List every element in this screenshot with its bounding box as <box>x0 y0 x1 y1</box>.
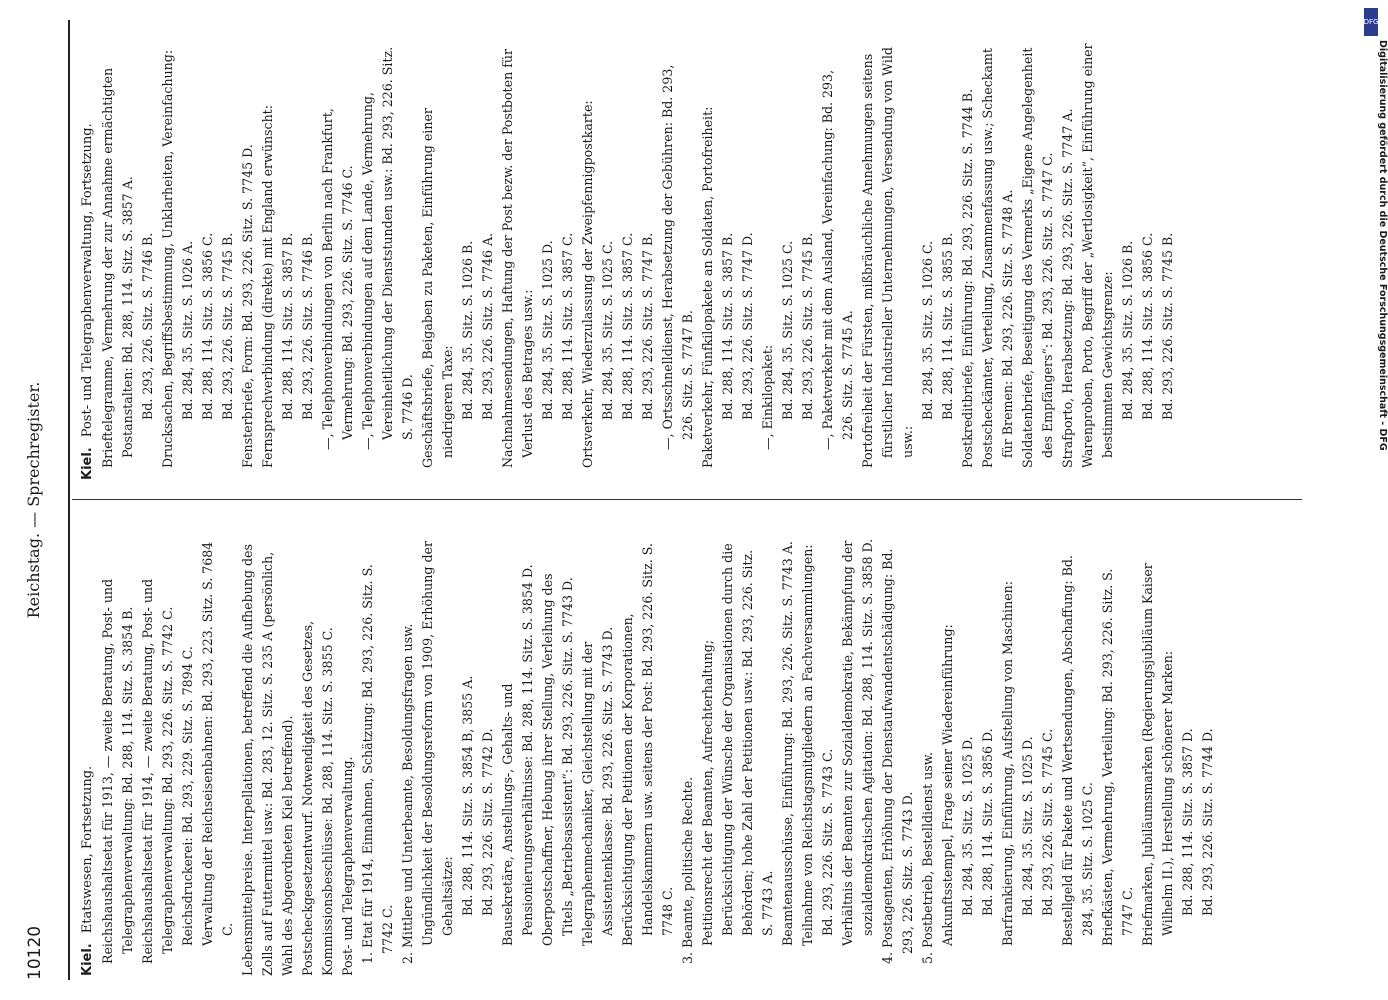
right-column-heading <box>78 40 98 480</box>
index-entry: Bd. 293, 226. Sitz. S. 7746 B. <box>140 232 155 420</box>
index-entry: Barfrankierung, Einführung, Aufstellung von Maschinen: <box>1000 580 1015 946</box>
index-entry: Paketverkehr, Fünfkilopakete an Soldaten, Portofreiheit: <box>700 106 715 468</box>
index-entry: Bd. 288, 114. Sitz. S. 3856 C. <box>1140 232 1155 420</box>
index-entry: Bd. 284, 35. Sitz. S. 1026 B. <box>460 240 475 420</box>
index-entry: Bd. 293, 226. Sitz. S. 7744 D. <box>1200 728 1215 916</box>
index-entry: Bd. 288, 114. Sitz. S. 3857 D. <box>1180 728 1195 916</box>
index-entry: —, Telephonverbindungen auf dem Lande, Vermehrung, Vereinheitlichung der Dienststunden usw.: Bd. 293, 226. Sitz. S. 7746 D. <box>360 46 415 450</box>
index-entry: Bd. 293, 226. Sitz. S. 7745 B. <box>1160 232 1175 420</box>
index-entry: Ortsverkehr, Wiederzulassung der Zweipfennigpostkarte: <box>580 100 595 468</box>
index-entry: Bd. 293, 226. Sitz. S. 7745 B. <box>220 232 235 420</box>
running-title: Reichstag. — Sprechregister. <box>24 381 43 619</box>
index-entry: Drucksachen, Begriffsbestimmung, Unklarheiten, Vereinfachung: <box>160 49 175 468</box>
index-entry: Bd. 288, 114. Sitz. S. 3856 D. <box>980 728 995 916</box>
index-entry: Bd. 293, 226. Sitz. S. 7746 B. <box>300 232 315 420</box>
index-entry: Bausekretäre, Anstellungs-, Gehalts- und Pensionierungsverhältnisse: Bd. 288, 114. Sitz. S. 3854 D. <box>500 564 535 946</box>
index-entry: Lebensmittelpreise. Interpellationen, betreffend die Aufhebung des Zolls auf Futtermittel usw.: Bd. 283, 12. Sitz. S. 235 A (persönlich, Wahl des Abgeordneten Kiel betreffend). <box>240 544 295 976</box>
header-rule <box>68 20 70 980</box>
index-entry: Bd. 284, 35. Sitz. S. 1025 D. <box>1020 736 1035 916</box>
index-entry: Bd. 288, 114. Sitz. S. 3855 B. <box>940 232 955 420</box>
right-heading-text: Post- und Telegraphenverwaltung, Fortsetzung. <box>80 123 95 438</box>
left-keyword: Kiel. <box>80 943 95 976</box>
index-entry: Brieftelegramme, Vermehrung der zur Annahme ermächtigten Postanstalten: Bd. 288, 114. Sitz. S. 3857 A. <box>100 67 135 468</box>
index-entry: Warenproben, Porto, Begriff der „Wertlosigkeit“, Einführung einer bestimmten Gewichtsgrenze: <box>1080 43 1115 468</box>
index-entry: Bd. 284, 35. Sitz. S. 1025 C. <box>600 240 615 420</box>
index-entry: —, Einkilopaket: <box>760 344 775 450</box>
index-entry: Geschäftsbriefe, Beigaben zu Paketen, Einführung einer niedrigeren Taxe: <box>420 108 455 468</box>
left-entries <box>98 536 1218 976</box>
index-entry: 3. Beamte, politische Rechte. <box>680 776 695 964</box>
index-entry: Bd. 288, 114. Sitz. S. 3857 B. <box>720 232 735 420</box>
left-column <box>78 536 1218 976</box>
index-entry: Bd. 288, 114. Sitz. S. 3857 C. <box>620 232 635 420</box>
index-entry: Verhältnis der Beamten zur Sozialdemokratie, Bekämpfung der sozialdemokratischen Agitation: Bd. 288, 114. Sitz. S. 3858 D. <box>840 538 875 946</box>
index-entry: Bd. 293, 226. Sitz. S. 7746 A. <box>480 232 495 420</box>
index-entry: Ungündlichkeit der Besoldungsreform von 1909, Erhöhung der Gehaltsätze: <box>420 541 455 946</box>
index-entry: Bd. 293, 226. Sitz. S. 7747 B. <box>640 232 655 420</box>
index-entry: Post- und Telegraphenverwaltung. <box>340 756 355 976</box>
left-heading-text: Etatswesen, Fortsetzung. <box>80 765 95 934</box>
index-entry: Bd. 284, 35. Sitz. S. 1025 D. <box>540 240 555 420</box>
page-number: 10120 <box>25 925 45 980</box>
index-entry: Bestellgeld für Pakete und Wertsendungen, Abschaffung: Bd. 284, 35. Sitz. S. 1025 C. <box>1060 555 1095 946</box>
index-entry: 4. Postagenten, Erhöhung der Dienstaufwandentschädigung: Bd. 293, 226. Sitz. S. 7743 D. <box>880 548 915 964</box>
left-column-heading <box>78 536 98 976</box>
index-entry: Portofreiheit der Fürsten, mißbräuchliche Annehmungen seitens fürstlicher Industrieller Unternehmungen, Versendung von Wild usw.: <box>860 47 915 468</box>
index-entry: Ankunftsstempel, Frage seiner Wiedereinführung: <box>940 624 955 946</box>
index-entry: Bd. 288, 114. Sitz. S. 3856 C. <box>200 232 215 420</box>
index-entry: Bd. 293, 226. Sitz. S. 7745 C. <box>1040 728 1055 916</box>
index-entry: Fernsprechverbindung (direkte) mit England erwünscht: <box>260 105 275 468</box>
dfg-funding-note: Digitalisierung gefördert durch die Deutsche Forschungsgemeinschaft - DFG <box>1377 40 1388 451</box>
column-rule <box>72 499 1302 500</box>
index-entry: Berücksichtigung der Petitionen der Korporationen, Handelskammern usw. seitens der Post: Bd. 293, 226. Sitz. S. 7748 C. <box>620 543 675 946</box>
index-entry: Bd. 293, 226. Sitz. S. 7742 D. <box>480 728 495 916</box>
index-entry: Nachnahmesendungen, Haftung der Post bezw. der Postboten für Verlust des Betrages usw.: <box>500 49 535 468</box>
index-entry: Telegraphenmechaniker, Gleichstellung mit der Assistentenklasse: Bd. 293, 226. Sitz. S. 7743 D. <box>580 626 615 946</box>
dfg-logo: DFG <box>1364 8 1378 36</box>
index-entry: Fensterbriefe, Form: Bd. 293, 226. Sitz. S. 7745 D. <box>240 144 255 468</box>
index-entry: Oberpostschaffner, Hebung ihrer Stellung, Verleihung des Titels „Betriebsassistent“: Bd. 293, 226. Sitz. S. 7743 D. <box>540 573 575 946</box>
index-entry: Verwaltung der Reichseisenbahnen: Bd. 293, 223. Sitz. S. 7684 C. <box>200 541 235 946</box>
index-entry: Briefmarken, Jubiläumsmarken (Regierungsjubiläum Kaiser Wilhelm II.), Herstellung schönerer Marken: <box>1140 563 1175 946</box>
index-entry: Bd. 288, 114. Sitz. S. 3857 C. <box>560 232 575 420</box>
index-entry: Bd. 284, 35. Sitz. S. 1025 D. <box>960 736 975 916</box>
index-entry: Bd. 288, 114. Sitz. S. 3857 B. <box>280 232 295 420</box>
index-entry: Bd. 284, 35. Sitz. S. 1025 C. <box>780 240 795 420</box>
index-entry: Bd. 284, 35. Sitz. S. 1026 B. <box>1120 240 1135 420</box>
index-entry: 1. Etat für 1914, Einnahmen, Schätzung: Bd. 293, 226. Sitz. S. 7742 C. <box>360 564 395 964</box>
index-entry: 2. Mittlere und Unterbeamte, Besoldungsfragen usw. <box>400 623 415 964</box>
index-entry: Bd. 293, 226. Sitz. S. 7747 D. <box>740 232 755 420</box>
index-entry: —, Ortsschnelldienst, Herabsetzung der Gebühren: Bd. 293, 226. Sitz. S. 7747 B. <box>660 64 695 450</box>
index-entry: Strafporto, Herabsetzung: Bd. 293, 226. Sitz. S. 7747 A. <box>1060 108 1075 468</box>
right-column <box>78 40 1178 480</box>
index-entry: Reichshaushaltsetat für 1914, — zweite Beratung, Post- und Telegraphenverwaltung: Bd. 293, 226. Sitz. S. 7742 C. <box>140 578 175 964</box>
right-keyword: Kiel. <box>80 447 95 480</box>
index-entry: Postscheckgesetzentwurf. Notwendigkeit des Gesetzes, Kommissionsbeschlüsse: Bd. 288, 114. Sitz. S. 3855 C. <box>300 620 335 976</box>
index-entry: Soldatenbriefe, Beseitigung des Vermerks „Eigene Angelegenheit des Empfängers“: Bd. 293, 226. Sitz. S. 7747 C. <box>1020 47 1055 468</box>
index-entry: Bd. 284, 35. Sitz. S. 1026 A. <box>180 240 195 420</box>
index-entry: Petitionsrecht der Beamten, Aufrechterhaltung; Berücksichtigung der Wünsche der Organisationen durch die Behörden; hohe Zahl der Petitionen usw.: Bd. 293, 226. Sitz. S. 7743 A. <box>700 543 775 946</box>
right-entries <box>98 40 1178 480</box>
index-entry: —, Paketverkehr mit dem Ausland, Vereinfachung: Bd. 293, 226. Sitz. S. 7745 A. <box>820 69 855 450</box>
index-entry: —, Telephonverbindungen von Berlin nach Frankfurt, Vermehrung: Bd. 293, 226. Sitz. S. 7746 C. <box>320 108 355 450</box>
index-entry: Beamtenausschüsse, Einführung: Bd. 293, 226. Sitz. S. 7743 A. <box>780 541 795 946</box>
index-entry: Postkreditbriefe, Einführung: Bd. 293, 226. Sitz. S. 7744 B. <box>960 88 975 468</box>
index-entry: Postscheckämter, Verteilung, Zusammenfassung usw.; Scheckamt für Bremen: Bd. 293, 226. Sitz. S. 7748 A. <box>980 48 1015 468</box>
index-entry: Reichshaushaltsetat für 1913, — zweite Beratung, Post- und Telegraphenverwaltung: Bd. 288, 114. Sitz. S. 3854 B. <box>100 578 135 964</box>
index-entry: Bd. 288, 114. Sitz. S. 3854 B, 3855 A. <box>460 675 475 916</box>
index-entry: Reichsdruckerei: Bd. 293, 229. Sitz. S. 7894 C. <box>180 646 195 946</box>
index-entry: Briefkästen, Vermehrung, Verteilung: Bd. 293, 226. Sitz. S. 7747 C. <box>1100 568 1135 946</box>
index-entry: Bd. 293, 226. Sitz. S. 7745 B. <box>800 232 815 420</box>
index-entry: Teilnahme von Reichstagsmitgliedern an Fachversammlungen: Bd. 293, 226. Sitz. S. 7743 C. <box>800 544 835 946</box>
index-entry: 5. Postbetrieb, Bestelldienst usw. <box>920 751 935 964</box>
index-entry: Bd. 284, 35. Sitz. S. 1026 C. <box>920 240 935 420</box>
